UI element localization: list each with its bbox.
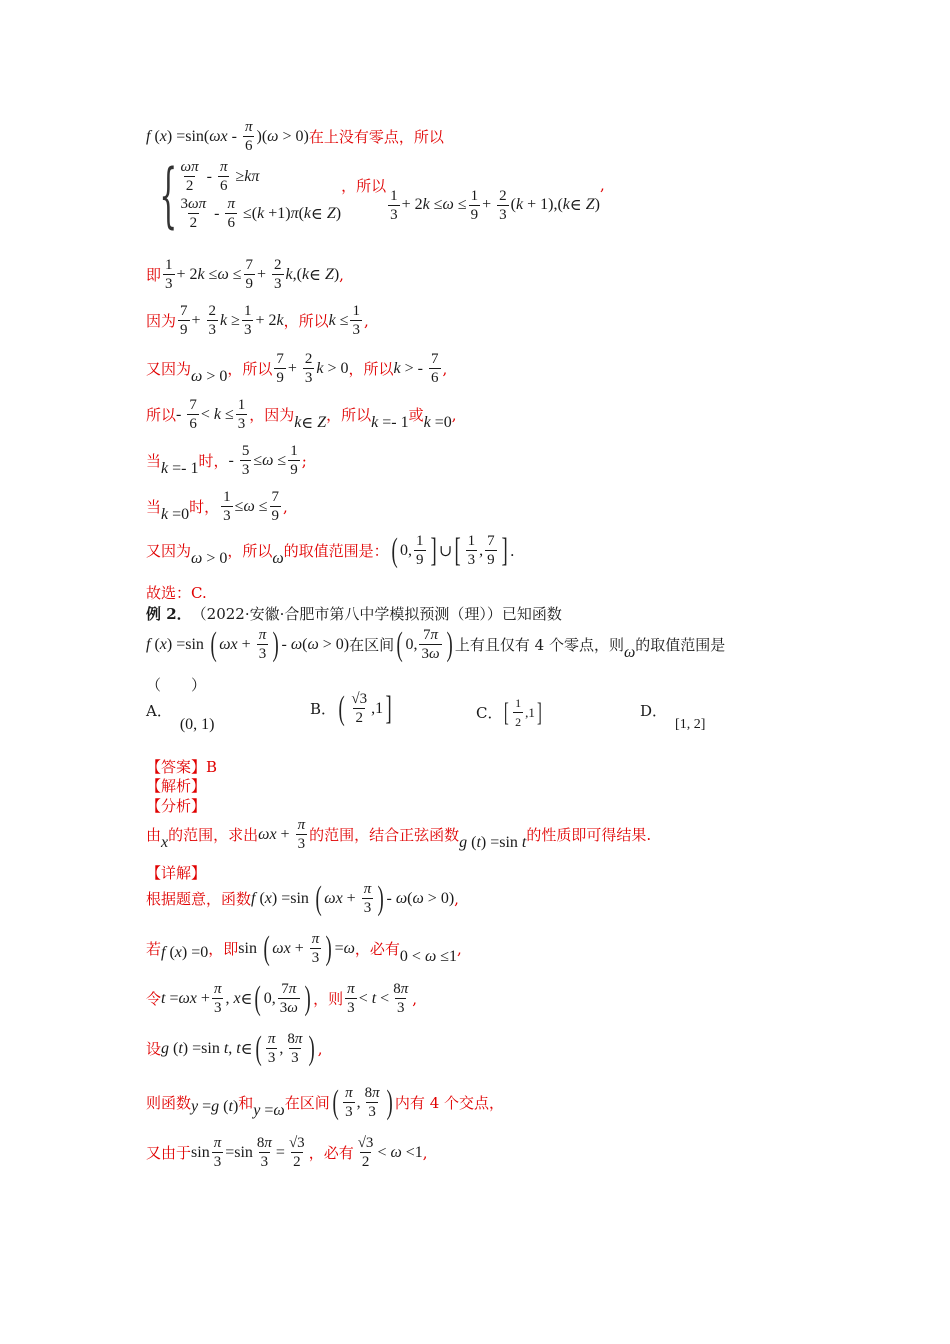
line-text: ，所以 — [283, 312, 329, 330]
formula-t-def: t = ωx + π 3 , x ∈ ( 0, 7π 3ω ) — [161, 979, 311, 1017]
formula-case-range: 1 3 ≤ ω ≤ 7 9 — [223, 489, 280, 524]
inequality-1: ωπ 2 - π 6 ≥ kπ — [180, 159, 260, 194]
line-case-0: 当 k =0 时， 1 3 ≤ ω ≤ 7 9 , — [146, 489, 288, 524]
line-because: 因为 7 9 + 2 3 k ≥ 1 3 + 2 k ，所以 k ≤ 1 3 , — [146, 303, 369, 338]
line-text: 或 — [408, 406, 424, 424]
line-text: 根据题意，函数 — [146, 890, 252, 908]
option-letter: C． — [476, 704, 503, 722]
formula-omega: ω — [272, 549, 284, 567]
formula-arg: ωx + π 3 — [258, 817, 306, 852]
line-text: ，所以 — [341, 176, 387, 195]
option-d[interactable] — [640, 700, 706, 732]
inequality-2: 3ωπ 2 - π 6 ≤( k +1) π ( k ∈ Z ) — [180, 196, 342, 231]
formula-sin-eq: sin ( ωx + π 3 ) = ω — [238, 929, 355, 967]
formula-f-zero: f ( x ) =0 — [161, 943, 209, 961]
detail-2: 若 f ( x ) =0 ，即 sin ( ωx + π 3 ) = ω ，必有 0 < ω ≤1 , — [146, 929, 462, 967]
detail-6: 又由于 sin π 3 =sin 8π 3 = √3 2 ，必有 √3 2 < ω <1 , — [146, 1135, 428, 1170]
problem-text: 的取值范围是 — [635, 636, 726, 654]
line-text: 即 — [146, 266, 162, 284]
line-text: 的范围，结合正弦函数 — [309, 826, 460, 844]
fenxi-line — [146, 816, 651, 853]
formula-interval: ( 0, 7π 3ω ) — [396, 625, 453, 663]
brace-icon: { — [159, 154, 178, 236]
formula-case-range: - 5 3 ≤ ω ≤ 1 9 — [228, 443, 298, 478]
detail-3: 令 t = ωx + π 3 , x ∈ ( 0, 7π 3ω ) ，则 π 3 < t < 8π 3 , — [146, 979, 417, 1017]
formula-k-neg1: k =- 1 — [371, 413, 409, 431]
line-text: 则函数 — [146, 1094, 192, 1112]
line-text: 当 — [146, 452, 162, 470]
conclusion: 故选：C. — [146, 584, 207, 602]
formula-f2-def: f ( x ) =sin ( ωx + π 3 ) - ω ( ω > 0) — [146, 625, 350, 663]
line-text: 所以 — [146, 406, 177, 424]
line-text: ，即 — [208, 940, 239, 958]
formula-k-between: - 7 6 < k ≤ 1 3 — [176, 397, 246, 432]
line-text: 设 — [146, 1040, 162, 1058]
formula-sum-pos: 7 9 + 2 3 k > 0 — [276, 351, 349, 386]
formula-omega: ω — [624, 643, 636, 661]
line-zero-condition — [146, 118, 444, 155]
line-text: ，则 — [313, 990, 344, 1008]
option-letter: A． — [146, 702, 172, 720]
line-text: 在上没有零点，所以 — [308, 128, 444, 146]
line-text: 的范围，求出 — [168, 826, 259, 844]
problem-text: 在区间 — [349, 636, 395, 654]
line-text: 又由于 — [146, 1144, 192, 1162]
formula-t-range: π 3 < t < 8π 3 — [347, 981, 409, 1016]
formula-k-in-z: k ∈ Z — [294, 413, 327, 432]
line-text: 时， — [198, 452, 229, 470]
example-label: 例 2． — [146, 605, 192, 623]
line-text: 时， — [189, 498, 220, 516]
formula-k-neg1: k =- 1 — [161, 459, 199, 477]
formula-k-0: k =0 — [423, 413, 452, 431]
formula-omega-range: 1 3 + 2 k ≤ ω ≤ 1 9 + 2 3 ( k + 1),( k ∈ Z ) — [390, 187, 600, 223]
line-text: 在区间 — [284, 1094, 330, 1112]
detail-5 — [146, 1084, 504, 1121]
formula-final: √3 2 < ω <1 — [357, 1135, 423, 1170]
formula-omega-pos: ω > 0 — [191, 549, 228, 567]
option-d-value: [1, 2] — [675, 716, 706, 732]
detail-1: 根据题意，函数 f ( x ) =sin ( ωx + π 3 ) - ω ( ω > 0) , — [146, 879, 459, 917]
problem-text: 上有且仅有 4 个零点，则 — [454, 636, 624, 654]
line-final-range: 又因为 ω > 0 ，所以 ω 的取值范围是： ( 0, 1 9 ] ∪ [ 1 3 , 7 9 ] . — [146, 531, 515, 569]
options — [146, 689, 846, 760]
line-text: ，所以 — [348, 360, 394, 378]
formula-sin-values: sin π 3 =sin 8π 3 = √3 2 — [191, 1135, 305, 1170]
line-text: ，所以 — [227, 542, 273, 560]
formula-g-def: g ( t ) =sin t — [459, 833, 527, 851]
detail-4: 设 g ( t ) =sin t , t ∈ ( π 3 , 8π 3 ) , — [146, 1029, 323, 1067]
line-text: 由 — [146, 826, 162, 844]
option-a-value: (0, 1) — [179, 715, 215, 733]
example-2-header — [146, 603, 562, 624]
fenxi-label: 【分析】 — [146, 797, 207, 815]
line-text: ，必有 — [354, 940, 400, 958]
detail-label: 【详解】 — [146, 864, 207, 882]
line-text: 又因为 — [146, 360, 192, 378]
formula-k-gt: k > - 7 6 — [393, 351, 439, 386]
example-2-problem — [146, 626, 725, 663]
line-text: 和 — [238, 1094, 254, 1112]
line-text: 令 — [146, 990, 162, 1008]
analysis-label: 【解析】 — [146, 777, 207, 795]
line-case-neg1: 当 k =- 1 时， - 5 3 ≤ ω ≤ 1 9 ; — [146, 443, 307, 478]
line-so: 所以 - 7 6 < k ≤ 1 3 ，因为 k ∈ Z ，所以 k =- 1 或 k =0 , — [146, 397, 457, 432]
answer-label: 【答案】B — [146, 758, 218, 776]
line-text: ，所以 — [227, 360, 273, 378]
formula-y-g: y = g ( t ) — [191, 1097, 239, 1115]
option-c[interactable] — [476, 694, 544, 731]
line-text: 当 — [146, 498, 162, 516]
example-source: （2022·安徽·合肥市第八中学模拟预测（理））已知函数 — [191, 605, 562, 623]
formula-f2-def: f ( x ) =sin ( ωx + π 3 ) - ω ( ω > 0) — [251, 879, 455, 917]
line-text: 的取值范围是： — [283, 542, 389, 560]
option-a[interactable] — [146, 700, 215, 733]
formula-y-omega: y = ω — [253, 1101, 285, 1119]
option-c-value: [ 1 2 ,1 ] — [504, 696, 542, 729]
line-text: 又因为 — [146, 542, 192, 560]
line-text: ，所以 — [326, 406, 372, 424]
formula-g-t: g ( t ) =sin t , t ∈ ( π 3 , 8π 3 ) — [161, 1029, 316, 1067]
formula-union: ( 0, 1 9 ] ∪ [ 1 3 , 7 9 ] — [391, 531, 508, 569]
line-system: { ωπ 2 - π 6 ≥ kπ 3ωπ 2 - π 6 ≤( k +1) π ( k ∈ Z ) ，所以 1 3 + 2 k ≤ ω ≤ 1 9 + 2 3 ( k + 1),( k ∈ Z ) , — [159, 154, 605, 236]
option-b-value: ( √3 2 ,1 ] — [338, 689, 392, 727]
answer-paren: （ ） — [146, 676, 207, 694]
formula-interval-t: ( π 3 , 8π 3 ) — [332, 1083, 393, 1121]
formula-k-ineq: 7 9 + 2 3 k ≥ 1 3 + 2 k — [180, 303, 284, 338]
line-text: ，必有 — [308, 1144, 354, 1162]
option-b[interactable] — [310, 690, 394, 727]
formula-x: x — [161, 833, 169, 851]
option-letter: D． — [640, 702, 668, 720]
formula-omega-bound: 0 < ω ≤1 — [399, 947, 458, 965]
formula-k-0: k =0 — [161, 505, 190, 523]
line-text: 的性质即可得结果. — [526, 826, 652, 844]
line-text: 若 — [146, 940, 162, 958]
formula-k-le: k ≤ 1 3 — [328, 303, 360, 338]
option-letter: B． — [310, 700, 337, 718]
line-text: 因为 — [146, 312, 177, 330]
line-text: ，因为 — [249, 406, 295, 424]
line-ji: 即 1 3 + 2 k ≤ ω ≤ 7 9 + 2 3 k ,( k ∈ Z ) , — [146, 257, 344, 292]
line-text: 内有 4 个交点， — [394, 1094, 505, 1112]
formula-range: 1 3 + 2 k ≤ ω ≤ 7 9 + 2 3 k ,( k ∈ Z ) — [165, 257, 340, 292]
formula-omega-pos: ω > 0 — [191, 367, 228, 385]
line-also-because: 又因为 ω > 0 ，所以 7 9 + 2 3 k > 0 ，所以 k > - 7 6 , — [146, 351, 448, 386]
formula-f-def: f ( x ) =sin( ωx - π 6 )( ω > 0) — [146, 119, 309, 154]
